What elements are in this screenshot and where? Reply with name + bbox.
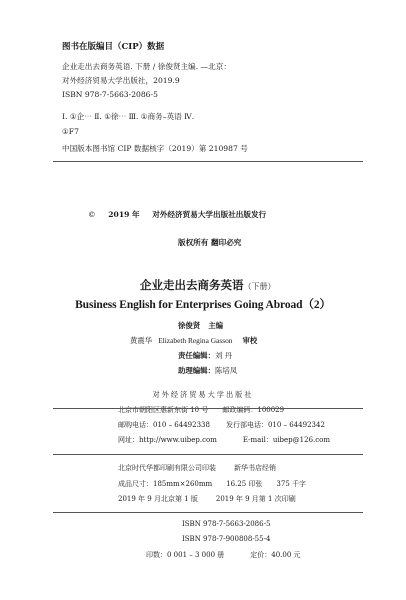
distributor: 新华书店经销: [234, 464, 276, 472]
credit-responsible-editor: [178, 350, 232, 361]
book-size: 成品尺寸：185mm×260mm: [118, 480, 213, 488]
impression: 2019 年 9 月第 1 次印刷: [215, 495, 296, 503]
copyright-line: [88, 209, 266, 220]
isbn-disc: ISBN 978-7-900808-55-4: [182, 535, 271, 543]
print-run: 印数：0 001 – 3 000 册: [146, 551, 225, 559]
cip-line-4: Ⅰ. ①企⋯ Ⅱ. ①徐⋯ Ⅲ. ①商务–英语 Ⅳ.: [62, 112, 195, 121]
publisher-address-line: [118, 405, 284, 415]
divider-cip: [53, 161, 363, 162]
book-title-cn-text: 企业走出去商务英语: [140, 278, 244, 292]
publisher-web-line: [118, 435, 330, 445]
divider-publisher: [53, 408, 363, 409]
copyright-year: 2019 年: [108, 210, 140, 219]
publisher-name: 对外经济贸易大学出版社: [152, 390, 254, 399]
credit-assistant-editor: [178, 365, 237, 376]
word-count: 375 千字: [276, 480, 306, 488]
credit-editor: [178, 320, 223, 331]
distribution-phone: 发行部电话：010 – 64492342: [225, 421, 325, 429]
cip-line-1: 企业走出去商务英语. 下册 / 徐俊贤主编. —北京：: [62, 62, 231, 71]
reviewer-name-cn: 黄震华: [130, 336, 153, 345]
cip-line-2: 对外经济贸易大学出版社，2019.9: [62, 76, 180, 85]
cip-line-6: 中国版本图书馆 CIP 数据核字（2019）第 210987 号: [62, 144, 248, 153]
rights-reserved: 版权所有 翻印必究: [178, 238, 242, 247]
divider-isbn: [53, 512, 363, 513]
print-run-price-line: [146, 550, 301, 560]
printing-line-2: [118, 479, 306, 489]
cip-line-3: ISBN 978-7-5663-2086-5: [62, 90, 158, 99]
print-sheets: 16.25 印张: [226, 480, 263, 488]
printing-line-3: [118, 494, 296, 504]
publisher-website: 网址：http://www.uibep.com: [118, 436, 217, 444]
publisher-postcode: 邮政编码：100029: [222, 406, 285, 414]
copyright-symbol: ©: [88, 210, 96, 219]
printing-line-1: [118, 463, 276, 473]
price: 定价：40.00 元: [250, 551, 301, 559]
divider-printing: [53, 454, 363, 455]
publisher-phone-line: [118, 420, 325, 430]
cip-title: 图书在版编目（CIP）数据: [62, 42, 165, 52]
edition: 2019 年 9 月北京第 1 版: [118, 495, 198, 503]
resp-editor-label: 责任编辑：: [178, 351, 215, 360]
book-title-en: Business English for Enterprises Going Abroad（2）: [75, 299, 331, 311]
resp-editor-name: 刘 丹: [214, 351, 233, 360]
book-title-cn: [140, 277, 276, 293]
asst-editor-name: 陈培凤: [214, 366, 238, 375]
editor-role: 主编: [208, 321, 223, 330]
isbn-book: ISBN 978-7-5663-2086-5: [182, 520, 271, 528]
reviewer-role: 审校: [242, 336, 258, 345]
editor-name: 徐俊贤: [178, 321, 201, 330]
credit-reviewer: [130, 335, 257, 346]
copyright-statement: 对外经济贸易大学出版社出版发行: [152, 210, 267, 219]
printer: 北京时代华都印刷有限公司印装: [118, 464, 216, 472]
publisher-address: 北京市朝阳区惠新东街 10 号: [118, 406, 209, 414]
cip-line-5: ①F7: [62, 127, 79, 136]
publisher-email: E-mail：uibep@126.com: [242, 436, 331, 444]
reviewer-name-en: Elizabeth Regina Gasson: [158, 336, 233, 345]
mail-order-phone: 邮购电话：010 – 64492338: [118, 421, 210, 429]
book-volume-cn: （下册）: [243, 282, 276, 291]
asst-editor-label: 助理编辑：: [178, 366, 215, 375]
